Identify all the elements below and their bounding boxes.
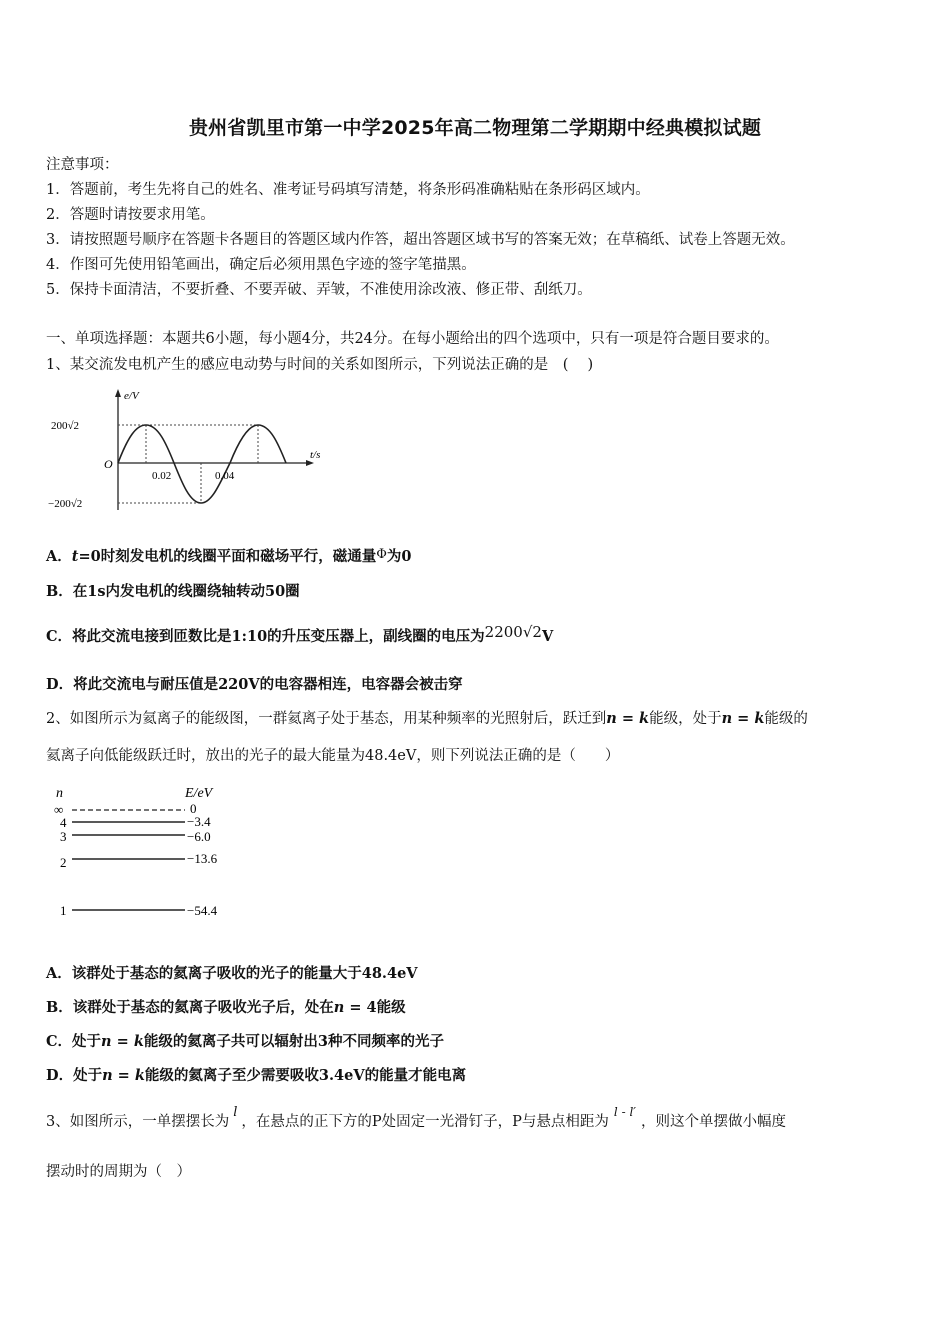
question-2-stem: 2、如图所示为氦离子的能级图，一群氦离子处于基态，用某种频率的光照射后，跃迁到n = k能级，处于n = k能级的	[46, 710, 808, 727]
q2-option-d: D．处于n = k能级的氦离子至少需要吸收3.4eV的能量才能电离	[46, 1067, 467, 1084]
origin-label: O	[104, 457, 113, 471]
level-n-label: 2	[60, 855, 67, 870]
q2-option-c: C．处于n = k能级的氦离子共可以辐射出3种不同频率的光子	[46, 1033, 444, 1050]
question-3-stem-line2: 摆动时的周期为（ ）	[46, 1164, 191, 1180]
notice-item: 5．保持卡面清洁，不要折叠、不要弄破、弄皱，不准使用涂改液、修正带、刮纸刀。	[46, 282, 592, 298]
level-n-label: 1	[60, 903, 67, 918]
energy-level-diagram	[50, 780, 250, 925]
level-energy-label: −13.6	[187, 851, 218, 866]
level-n-label: ∞	[54, 802, 64, 817]
y-axis-label: e/V	[124, 390, 139, 402]
notice-heading: 注意事项：	[46, 157, 119, 173]
y-min-label: −200√2	[48, 498, 83, 510]
n-header: n	[56, 786, 63, 801]
q1-option-c: C．将此交流电接到匝数比是1:10的升压变压器上，副线圈的电压为2200√2V	[46, 623, 554, 645]
level-n-label: 3	[60, 829, 67, 844]
level-energy-label: 0	[190, 801, 197, 816]
level-energy-label: −6.0	[187, 829, 211, 844]
q1-option-b: B．在1s内发电机的线圈绕轴转动50圈	[46, 583, 300, 600]
notice-item: 3．请按照题号顺序在答题卡各题目的答题区域内作答，超出答题区域书写的答案无效；在草稿纸、试卷上答题无效。	[46, 232, 795, 248]
x-tick-label: 0.04	[215, 470, 235, 482]
notice-item: 2．答题时请按要求用笔。	[46, 207, 215, 223]
level-n-label: 4	[60, 815, 67, 830]
q1-option-d: D．将此交流电与耐压值是220V的电容器相连，电容器会被击穿	[46, 676, 463, 693]
energy-header: E/eV	[185, 786, 213, 801]
level-energy-label: −3.4	[187, 814, 211, 829]
emf-curve	[118, 425, 286, 503]
q1-option-a: A．t=0时刻发电机的线圈平面和磁场平行，磁通量Φ为0	[46, 547, 412, 565]
page-title: 贵州省凯里市第一中学2025年高二物理第二学期期中经典模拟试题	[188, 117, 762, 139]
q2-option-a: A．该群处于基态的氦离子吸收的光子的能量大于48.4eV	[46, 965, 418, 982]
question-2-stem-line2: 氦离子向低能级跃迁时，放出的光子的最大能量为48.4eV，则下列说法正确的是（ ）	[46, 748, 620, 764]
notice-item: 1．答题前，考生先将自己的姓名、准考证号码填写清楚，将条形码准确粘贴在条形码区域内。	[46, 182, 650, 198]
notice-item: 4．作图可先使用铅笔画出，确定后必须用黑色字迹的签字笔描黑。	[46, 257, 476, 273]
level-energy-label: −54.4	[187, 903, 218, 918]
y-max-label: 200√2	[51, 420, 80, 432]
question-3-stem: 3、如图所示，一单摆摆长为l，在悬点的正下方的P处固定一光滑钉子，P与悬点相距为$^{l - l'}$，则这个单摆做小幅度	[46, 1105, 787, 1130]
x-axis-label: t/s	[310, 449, 321, 461]
section-heading: 一、单项选择题：本题共6小题，每小题4分，共24分。在每小题给出的四个选项中，只有一项是符合题目要求的。	[46, 331, 779, 347]
q2-option-b: B．该群处于基态的氦离子吸收光子后，处在n = 4能级	[46, 999, 406, 1016]
emf-time-graph	[48, 385, 333, 515]
question-1-stem: 1、某交流发电机产生的感应电动势与时间的关系如图所示，下列说法正确的是 ( )	[46, 357, 594, 373]
x-tick-label: 0.02	[152, 470, 172, 482]
